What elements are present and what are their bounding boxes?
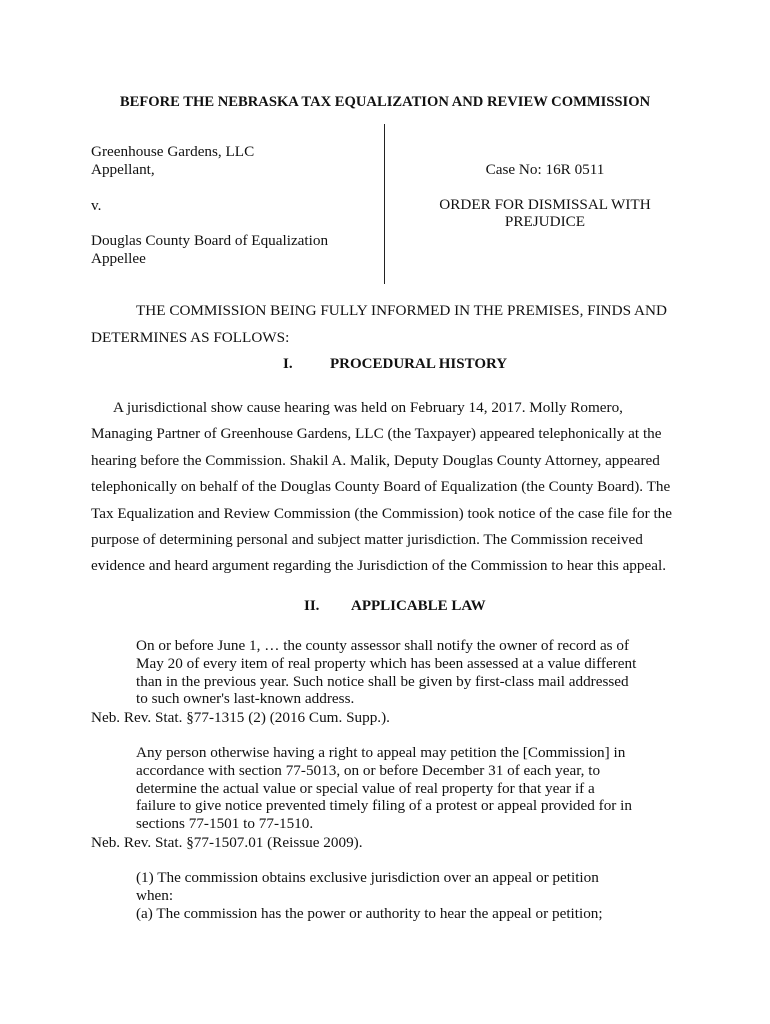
procedural-history-paragraph bbox=[91, 395, 681, 580]
quote-line: (1) The commission obtains exclusive jurisdiction over an appeal or petition bbox=[136, 869, 599, 886]
quote-line: sections 77-1501 to 77-1510. bbox=[136, 815, 314, 833]
paragraph-line: evidence and heard argument regarding the Jurisdiction of the Commission to hear this appeal. bbox=[91, 557, 666, 575]
caption-divider bbox=[384, 124, 385, 284]
appellant-name: Greenhouse Gardens, LLC bbox=[91, 143, 255, 160]
document-title: BEFORE THE NEBRASKA TAX EQUALIZATION AND REVIEW COMMISSION bbox=[119, 94, 651, 110]
statute-citation-2: Neb. Rev. Stat. §77-1507.01 (Reissue 2009). bbox=[91, 834, 363, 851]
paragraph-line: purpose of determining personal and subject matter jurisdiction. The Commission received bbox=[91, 531, 643, 549]
quote-line: failure to give notice prevented timely filing of a protest or appeal provided for in bbox=[136, 797, 632, 815]
section1-number: I. bbox=[283, 356, 293, 372]
quote-line: accordance with section 77-5013, on or before December 31 of each year, to bbox=[136, 761, 601, 779]
quote-line: Any person otherwise having a right to appeal may petition the [Commission] in bbox=[136, 744, 626, 761]
appellee-role: Appellee bbox=[91, 250, 146, 267]
quote-line: May 20 of every item of real property which has been assessed at a value different bbox=[136, 654, 637, 672]
appellee-name: Douglas County Board of Equalization bbox=[91, 232, 329, 249]
section2-number: II. bbox=[304, 598, 320, 614]
quote-line: On or before June 1, … the county assessor shall notify the owner of record as of bbox=[136, 637, 630, 654]
order-title-line2: PREJUDICE bbox=[504, 213, 586, 230]
case-number: Case No: 16R 0511 bbox=[485, 161, 605, 178]
preamble-line1: THE COMMISSION BEING FULLY INFORMED IN THE PREMISES, FINDS AND bbox=[136, 302, 667, 319]
section2-title: APPLICABLE LAW bbox=[351, 598, 486, 614]
appellant-role: Appellant, bbox=[91, 161, 155, 178]
quote-line: (a) The commission has the power or authority to hear the appeal or petition; bbox=[136, 904, 603, 922]
paragraph-line: Tax Equalization and Review Commission (the Commission) took notice of the case file for the bbox=[91, 504, 672, 522]
paragraph-line: A jurisdictional show cause hearing was held on February 14, 2017. Molly Romero, bbox=[113, 399, 623, 416]
quote-line: than in the previous year. Such notice shall be given by first-class mail addressed bbox=[136, 672, 629, 690]
quote-line: when: bbox=[136, 886, 174, 904]
section1-title: PROCEDURAL HISTORY bbox=[330, 356, 508, 372]
statute-quote-2 bbox=[136, 744, 646, 833]
paragraph-line: hearing before the Commission. Shakil A. Malik, Deputy Douglas County Attorney, appeared bbox=[91, 451, 660, 469]
paragraph-line: telephonically on behalf of the Douglas County Board of Equalization (the County Board). The bbox=[91, 478, 671, 496]
paragraph-line: Managing Partner of Greenhouse Gardens, LLC (the Taxpayer) appeared telephonically at the bbox=[91, 425, 662, 443]
statute-quote-3 bbox=[136, 869, 646, 922]
preamble-line2: DETERMINES AS FOLLOWS: bbox=[91, 329, 290, 346]
statute-citation-1: Neb. Rev. Stat. §77-1315 (2) (2016 Cum. Supp.). bbox=[91, 709, 390, 726]
versus-label: v. bbox=[91, 197, 102, 214]
quote-line: to such owner's last-known address. bbox=[136, 690, 355, 708]
quote-line: determine the actual value or special value of real property for that year if a bbox=[136, 779, 595, 797]
order-title-line1: ORDER FOR DISMISSAL WITH bbox=[439, 196, 651, 213]
statute-quote-1 bbox=[136, 637, 646, 708]
